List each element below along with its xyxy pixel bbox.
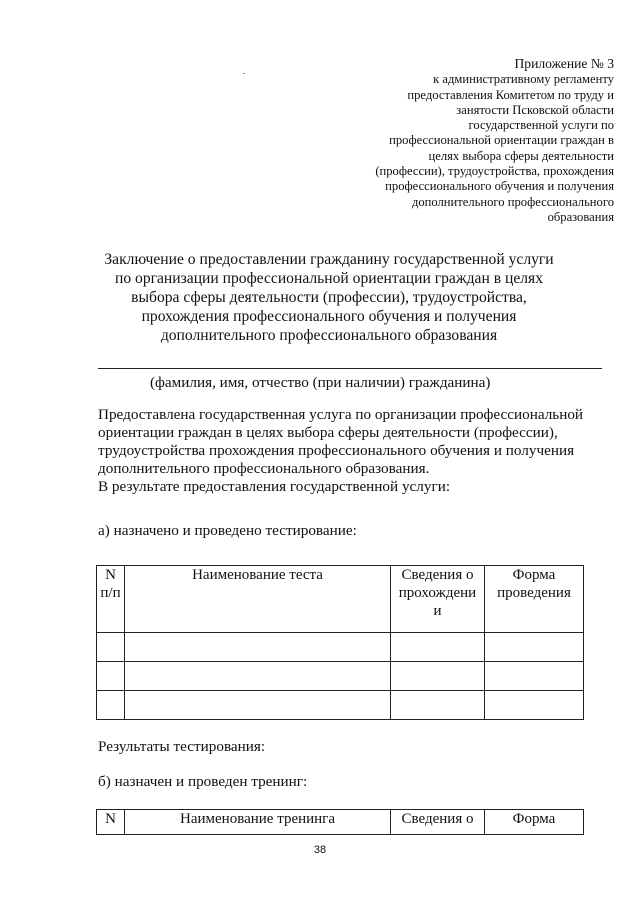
appendix-line: предоставления Комитетом по труду и [407,87,614,102]
header-training-name: Наименование тренинга [125,810,391,835]
title-line: Заключение о предоставлении гражданину государственной услуги [104,251,554,268]
table-cell [391,691,485,720]
appendix-line: дополнительного профессионального [411,194,614,209]
scan-speck [243,73,245,74]
header-test-name: Наименование теста [125,566,391,633]
title-line: прохождения профессионального обучения и получения [141,308,517,325]
title-line: выбора сферы деятельности (профессии), трудоустройства, [131,289,527,306]
header-form: Форма [485,810,584,835]
header-form: Форма проведения [485,566,584,633]
table-cell [485,633,584,662]
table-cell [485,691,584,720]
table-row [97,633,584,662]
paragraph-line: Предоставлена государственная услуга по организации профессиональной [98,406,584,423]
document-title [60,250,598,345]
citizen-name-caption: (фамилия, имя, отчество (при наличии) гражданина) [150,374,491,391]
table-cell [485,662,584,691]
paragraph-line: ориентации граждан в целях выбора сферы деятельности (профессии), [98,424,558,441]
appendix-heading: Приложение № 3 [514,56,614,71]
paragraph-line: дополнительного профессионального образования. [98,460,430,477]
title-line: по организации профессиональной ориентации граждан в целях [114,270,543,287]
table-cell [125,691,391,720]
table-row [97,662,584,691]
training-table-header [97,810,584,835]
title-line: дополнительного профессионального образования [160,327,498,344]
testing-table [96,565,584,720]
appendix-line: целях выбора сферы деятельности [428,148,614,163]
appendix-line: (профессии), трудоустройства, прохождения [375,164,614,179]
section-a-label: а) назначено и проведено тестирование: [98,522,357,539]
table-cell [97,633,125,662]
training-table [96,809,584,835]
header-number: N [97,810,125,835]
appendix-line: занятости Псковской области [456,102,614,117]
table-cell [97,662,125,691]
table-cell [391,662,485,691]
appendix-line: образования [547,209,614,224]
header-completion-info: Сведения о прохождени и [391,566,485,633]
appendix-line: профессиональной ориентации граждан в [389,133,614,148]
testing-results-label: Результаты тестирования: [98,738,266,755]
table-cell [391,633,485,662]
header-number: N п/п [97,566,125,633]
appendix-line: профессионального обучения и получения [385,179,614,194]
table-cell [97,691,125,720]
appendix-line: государственной услуги по [468,118,614,133]
table-cell [125,633,391,662]
section-b-label: б) назначен и проведен тренинг: [98,773,308,790]
citizen-name-blank-line [98,368,602,369]
page-number: 38 [313,844,327,856]
paragraph-line: В результате предоставления государственной услуги: [98,478,451,495]
table-cell [125,662,391,691]
service-paragraph [98,406,598,496]
paragraph-line: трудоустройства прохождения профессионального обучения и получения [98,442,575,459]
header-completion-info: Сведения о [391,810,485,835]
appendix-line: к административному регламенту [433,72,614,87]
table-row [97,691,584,720]
testing-table-header [97,566,584,633]
appendix-note [314,56,614,225]
